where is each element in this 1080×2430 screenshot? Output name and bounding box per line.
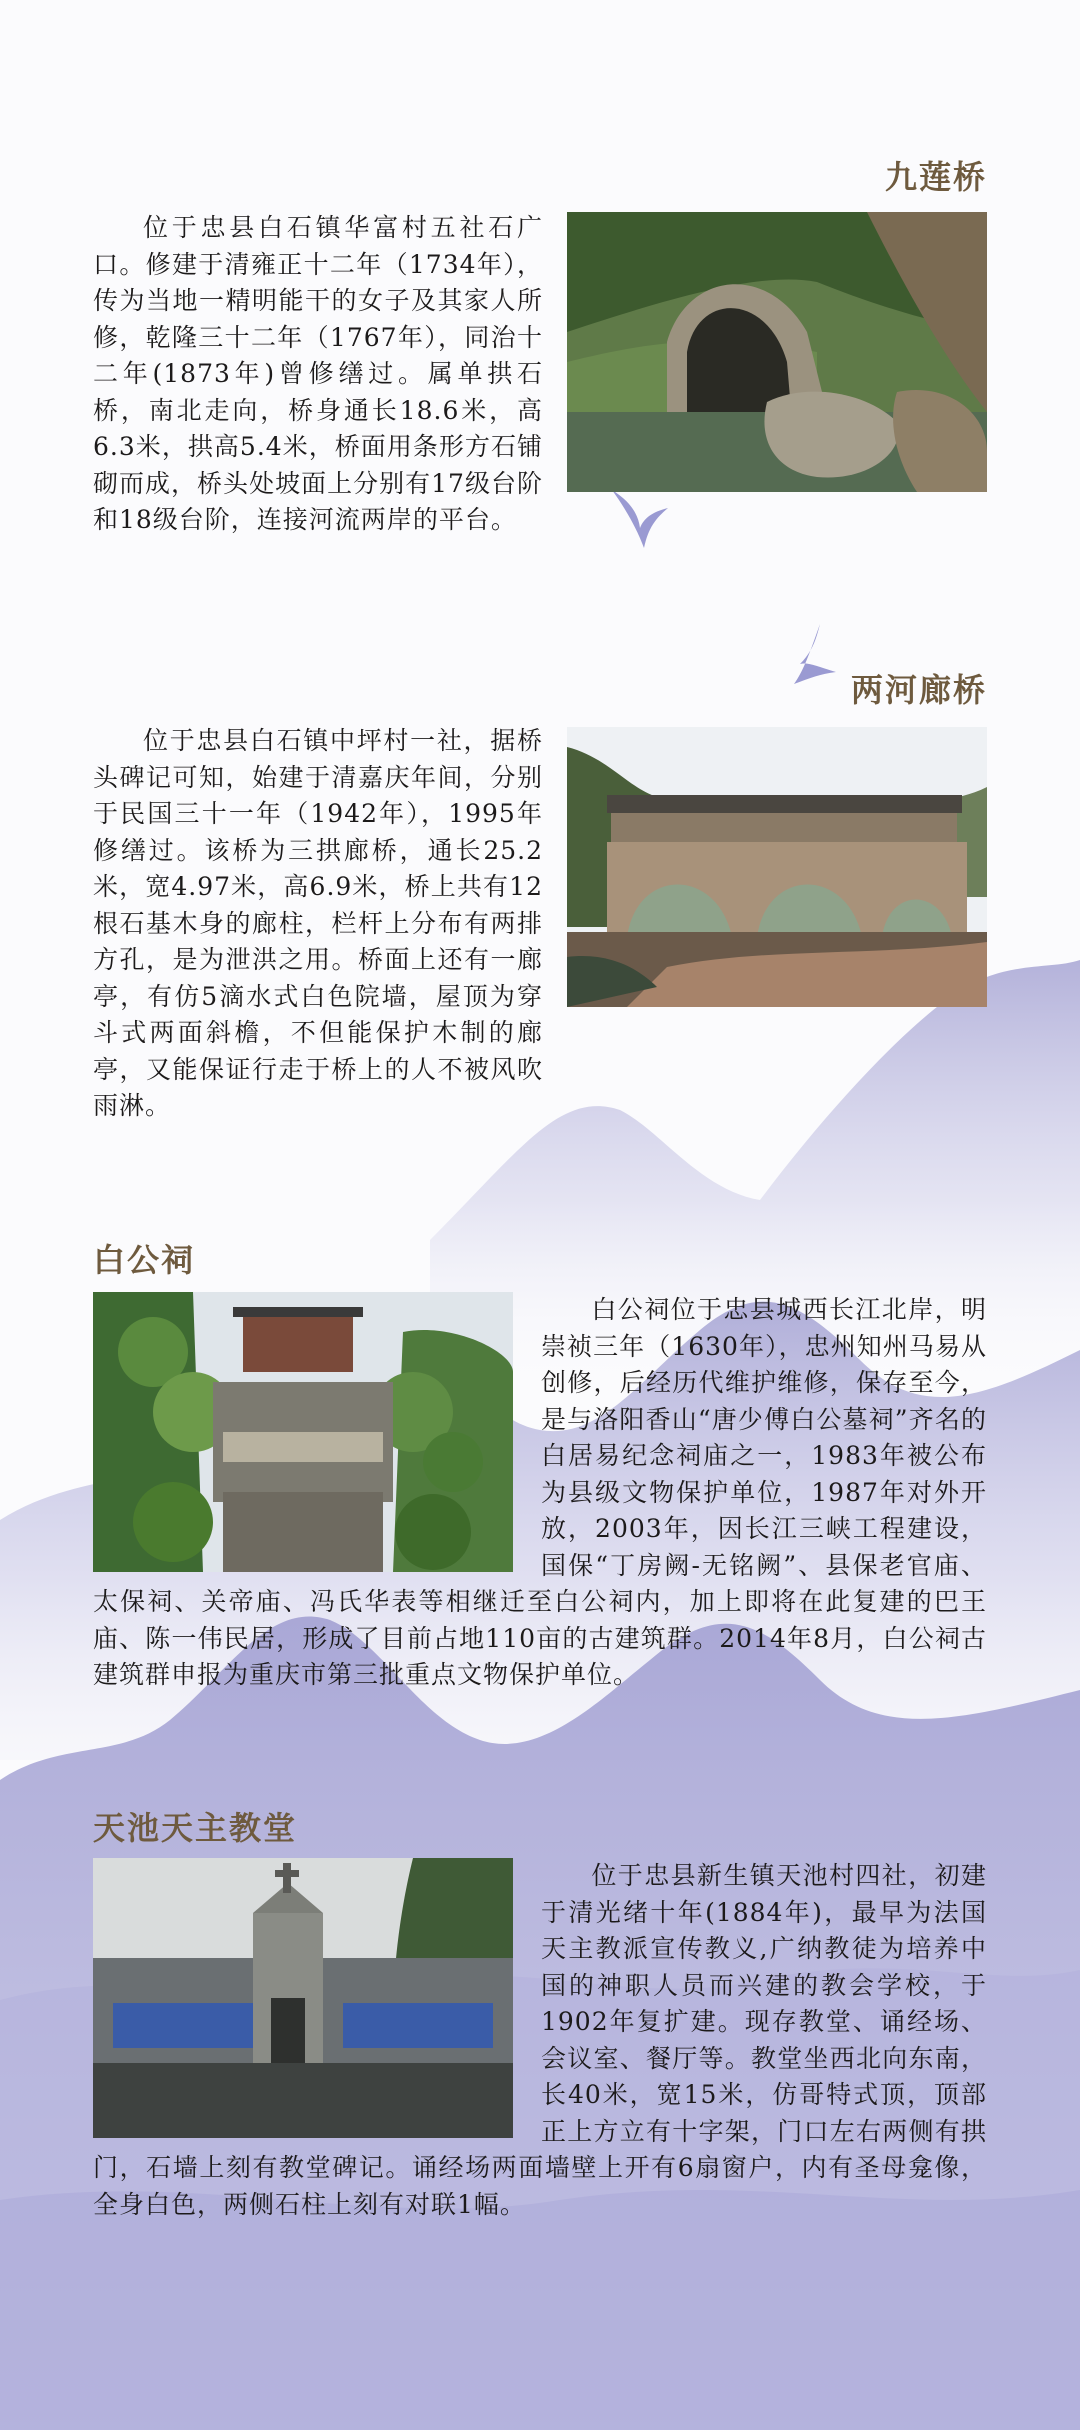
- tianchi-text-content: 位于忠县新生镇天池村四社，初建于清光绪十年(1884年)，最早为法国天主教派宣传教义,广纳教徒为培养中国的神职人员而兴建的教会学校，于1902年复扩建。现存教堂、诵经场、会议室、餐厅等。教堂坐西北向东南，长40米，宽15米，仿哥特式顶，顶部正上方立有十字架，门口左右两侧有拱门，石墙上刻有教堂碑记。诵经场两面墙壁上开有6扇窗户，内有圣母龛像，全身白色，两侧石柱上刻有对联1幅。: [93, 1861, 987, 2219]
- bird-icon: [610, 488, 670, 550]
- section-title-baigongci: 白公祠: [93, 1241, 196, 1279]
- section-title-jiulian: 九莲桥: [884, 158, 987, 196]
- photo-jiulian-bridge: [567, 212, 987, 492]
- section-title-lianghe: 两河廊桥: [850, 671, 987, 709]
- tianchi-float-spacer: [93, 1858, 541, 2146]
- section-text-jiulian: 位于忠县白石镇华富村五社石广口。修建于清雍正十二年（1734年），传为当地一精明能干的女子及其家人所修，乾隆三十二年（1767年），同治十二年(1873年)曾修缮过。属单拱石桥，南北走向，桥身通长18.6米，高6.3米，拱高5.4米，桥面用条形方石铺砌而成，桥头处坡面上分别有17级台阶和18级台阶，连接河流两岸的平台。: [93, 213, 543, 534]
- section-text-tianchi: [93, 1858, 987, 2223]
- section-text-lianghe: 位于忠县白石镇中坪村一社，据桥头碑记可知，始建于清嘉庆年间，分别于民国三十一年（1942年），1995年修缮过。该桥为三拱廊桥，通长25.2米，宽4.97米，高6.9米，桥上共有12根石基木身的廊柱，栏杆上分布有两排方孔，是为泄洪之用。桥面上还有一廊亭，有仿5滴水式白色院墙，屋顶为穿斗式两面斜檐，不但能保护木制的廊亭，又能保证行走于桥上的人不被风吹雨淋。: [93, 726, 543, 1120]
- photo-lianghe-covered-bridge: [567, 727, 987, 1007]
- baigongci-text-content: 白公祠位于忠县城西长江北岸，明崇祯三年（1630年），忠州知州马易从创修，后经历代维护维修，保存至今，是与洛阳香山“唐少傅白公墓祠”齐名的白居易纪念祠庙之一，1983年被公布为县级文物保护单位，1987年对外开放，2003年，因长江三峡工程建设，国保“丁房阙-无铭阙”、县保老官庙、太保祠、关帝庙、冯氏华表等相继迁至白公祠内，加上即将在此复建的巴王庙、陈一伟民居，形成了目前占地110亩的古建筑群。2014年8月，白公祠古建筑群申报为重庆市第三批重点文物保护单位。: [93, 1295, 987, 1689]
- bird-icon: [790, 622, 838, 686]
- section-title-tianchi: 天池天主教堂: [93, 1809, 298, 1847]
- baigongci-float-spacer: [93, 1292, 541, 1580]
- section-text-baigongci: [93, 1292, 987, 1694]
